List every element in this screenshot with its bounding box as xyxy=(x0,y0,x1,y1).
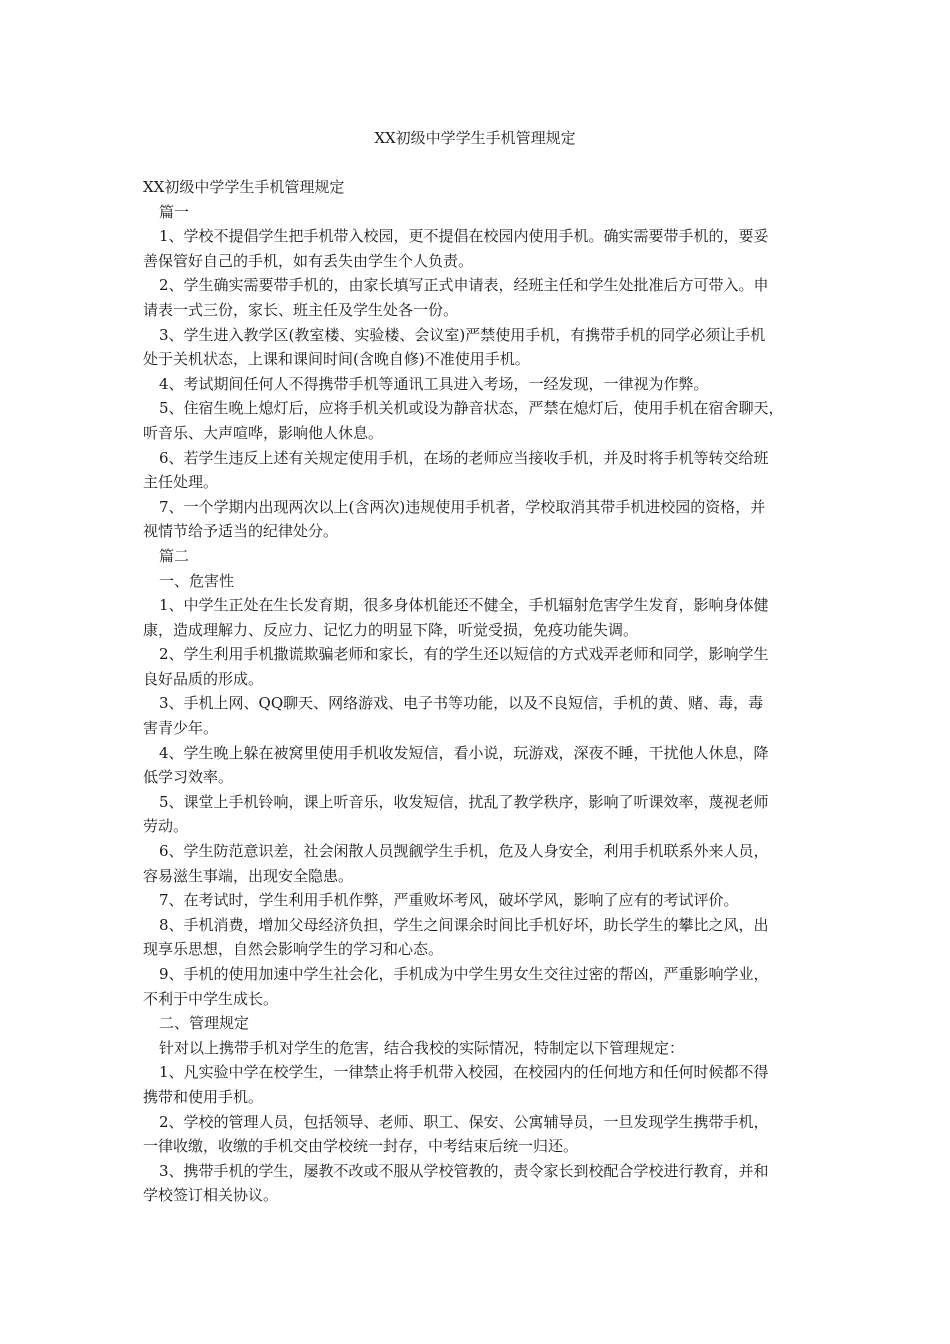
paragraph-line: 3、携带手机的学生，屡教不改或不服从学校管教的，责令家长到校配合学校进行教育，并和 xyxy=(159,1161,769,1180)
paragraph-line: 9、手机的使用加速中学生社会化，手机成为中学生男女生交往过密的帮凶，严重影响学业， xyxy=(159,965,769,983)
section-heading-part1: 篇一 xyxy=(159,202,190,221)
paragraph-line: 3、手机上网、QQ聊天、网络游戏、电子书等功能，以及不良短信，手机的黄、赌、毒，毒 xyxy=(159,694,764,713)
paragraph-line: 针对以上携带手机对学生的危害，结合我校的实际情况，特制定以下管理规定： xyxy=(159,1038,685,1057)
paragraph-line: 6、若学生违反上述有关规定使用手机，在场的老师应当接收手机，并及时将手机等转交给班 xyxy=(159,448,769,467)
paragraph-line: 5、住宿生晚上熄灯后，应将手机关机或设为静音状态，严禁在熄灯后，使用手机在宿舍聊天， xyxy=(159,399,784,418)
subheading-harm: 一、危害性 xyxy=(159,571,235,590)
paragraph-line: 1、中学生正处在生长发育期，很多身体机能还不健全，手机辐射危害学生发育，影响身体健 xyxy=(159,596,769,615)
paragraph-line: 学校签订相关协议。 xyxy=(143,1186,279,1205)
paragraph-line: 7、在考试时，学生利用手机作弊，严重败坏考风，破坏学风，影响了应有的考试评价。 xyxy=(159,891,739,910)
paragraph-line: 良好品质的形成。 xyxy=(143,669,264,688)
paragraph-line: 携带和使用手机。 xyxy=(143,1087,264,1106)
paragraph-line: 善保管好自己的手机，如有丢失由学生个人负责。 xyxy=(143,251,474,270)
section-harm-body xyxy=(143,593,823,1011)
paragraph-line: 6、学生防范意识差，社会闲散人员觊觎学生手机，危及人身安全，利用手机联系外来人员， xyxy=(159,842,769,861)
paragraph-line: 2、学生确实需要带手机的，由家长填写正式申请表，经班主任和学生处批准后方可带入。申 xyxy=(159,276,769,295)
paragraph-line: 1、学校不提倡学生把手机带入校园，更不提倡在校园内使用手机。确实需要带手机的，要妥 xyxy=(159,227,769,246)
paragraph-line: 容易滋生事端，出现安全隐患。 xyxy=(143,866,354,885)
paragraph-line: 现享乐思想，自然会影响学生的学习和心态。 xyxy=(143,940,444,959)
subheading-rules: 二、管理规定 xyxy=(159,1014,250,1033)
page-title: XX初级中学学生手机管理规定 xyxy=(374,129,576,147)
section-rules-body xyxy=(143,1036,823,1208)
paragraph-line: 主任处理。 xyxy=(143,473,219,492)
document-body xyxy=(143,175,823,1208)
paragraph-line: 3、学生进入教学区(教室楼、实验楼、会议室)严禁使用手机，有携带手机的同学必须让手机 xyxy=(159,325,766,344)
paragraph-line: 低学习效率。 xyxy=(143,768,234,787)
paragraph-line: 听音乐、大声喧哗，影响他人休息。 xyxy=(143,423,384,442)
paragraph-line: 害青少年。 xyxy=(143,719,219,738)
paragraph-line: 5、课堂上手机铃响，课上听音乐，收发短信，扰乱了教学秩序，影响了听课效率，蔑视老师 xyxy=(159,792,769,811)
paragraph-line: 处于关机状态，上课和课间时间(含晚自修)不准使用手机。 xyxy=(143,350,530,369)
paragraph-line: 康，造成理解力、反应力、记忆力的明显下降，听觉受损，免疫功能失调。 xyxy=(143,620,639,639)
section-heading-part2: 篇二 xyxy=(159,546,190,565)
paragraph-line: 一律收缴，收缴的手机交由学校统一封存，中考结束后统一归还。 xyxy=(143,1137,579,1156)
paragraph-line: 7、一个学期内出现两次以上(含两次)违规使用手机者，学校取消其带手机进校园的资格，并 xyxy=(159,497,766,516)
paragraph-line: 2、学生利用手机撒谎欺骗老师和家长，有的学生还以短信的方式戏弄老师和同学，影响学生 xyxy=(159,645,769,664)
paragraph-line: 请表一式三份，家长、班主任及学生处各一份。 xyxy=(143,300,459,319)
paragraph-line: 4、考试期间任何人不得携带手机等通讯工具进入考场，一经发现，一律视为作弊。 xyxy=(159,374,709,393)
paragraph-line: 视情节给予适当的纪律处分。 xyxy=(143,522,339,541)
section-part1-body xyxy=(143,224,823,544)
paragraph-line: 4、学生晚上躲在被窝里使用手机收发短信，看小说，玩游戏，深夜不睡，干扰他人休息，降 xyxy=(159,743,769,762)
paragraph-line: 1、凡实验中学在校学生，一律禁止将手机带入校园，在校园内的任何地方和任何时候都不得 xyxy=(159,1063,769,1082)
document-subtitle: XX初级中学学生手机管理规定 xyxy=(143,178,345,196)
paragraph-line: 8、手机消费，增加父母经济负担，学生之间课余时间比手机好坏，助长学生的攀比之风，出 xyxy=(159,915,769,934)
paragraph-line: 2、学校的管理人员，包括领导、老师、职工、保安、公寓辅导员，一旦发现学生携带手机， xyxy=(159,1112,769,1131)
paragraph-line: 劳动。 xyxy=(143,817,189,836)
paragraph-line: 不利于中学生成长。 xyxy=(143,989,279,1008)
